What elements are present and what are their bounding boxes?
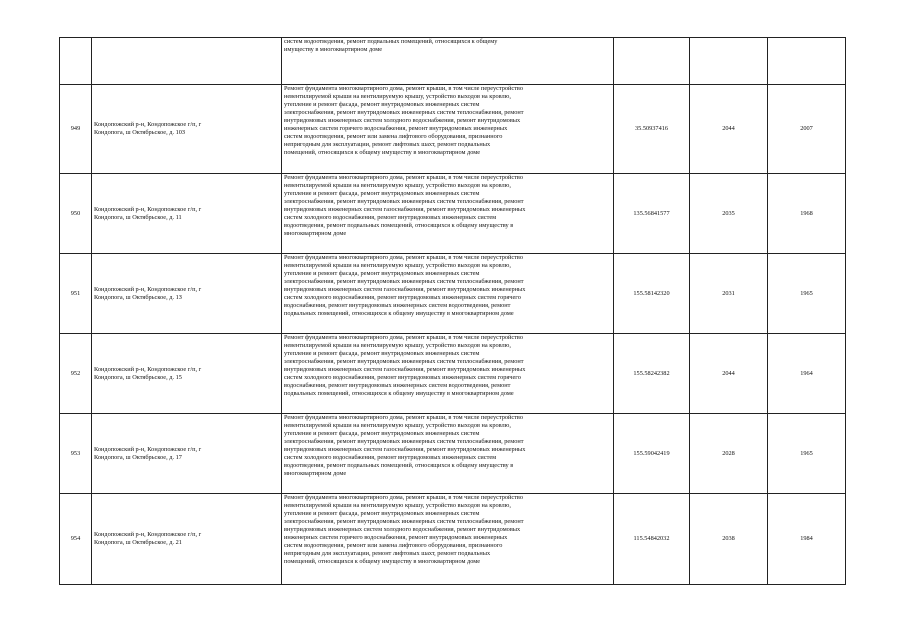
row-number: 954 bbox=[60, 494, 92, 585]
planned-year-cell: 2028 bbox=[690, 414, 768, 494]
address-cell: Кондопожский р-н, Кондопожское г/п, г Кондопога, ш Октябрьское, д. 21 bbox=[92, 494, 282, 585]
cost-cell: 135.56841577 bbox=[614, 174, 690, 254]
cost-cell: 155.59042419 bbox=[614, 414, 690, 494]
row-number: 953 bbox=[60, 414, 92, 494]
works-cell: систем водоотведения, ремонт подвальных помещений, относящихся к общему имуществу в многоквартирном доме bbox=[282, 38, 614, 85]
row-number: 952 bbox=[60, 334, 92, 414]
address-cell: Кондопожский р-н, Кондопожское г/п, г Кондопога, ш Октябрьское, д. 11 bbox=[92, 174, 282, 254]
works-cell: Ремонт фундамента многоквартирного дома, ремонт крыши, в том числе переустройство невентилируемой крыши на вентилируемую крышу, устройство выходов на кровлю, утепление и ремонт фасада, ремонт внутридомовых инженерных систем электроснабжения, ремонт внутридомовых инженерных систем теплоснабжения, ремонт внутридомовых инженерных систем холодного водоснабжения, ремонт внутридомовых инженерных систем горячего водоснабжения, ремонт внутридомовых инженерных систем водоотведения, ремонт или замена лифтового оборудования, признанного непригодным для эксплуатации, ремонт лифтовых шахт, ремонт подвальных помещений, относящихся к общему имуществу в многоквартирном доме bbox=[282, 85, 614, 174]
built-year-cell: 1965 bbox=[768, 254, 846, 334]
table-row bbox=[60, 85, 846, 174]
document-table bbox=[59, 37, 846, 585]
planned-year-cell: 2044 bbox=[690, 85, 768, 174]
row-number: 951 bbox=[60, 254, 92, 334]
table-row bbox=[60, 494, 846, 585]
address-cell bbox=[92, 38, 282, 85]
built-year-cell bbox=[768, 38, 846, 85]
row-number: 950 bbox=[60, 174, 92, 254]
works-cell: Ремонт фундамента многоквартирного дома, ремонт крыши, в том числе переустройство невентилируемой крыши на вентилируемую крышу, устройство выходов на кровлю, утепление и ремонт фасада, ремонт внутридомовых инженерных систем электроснабжения, ремонт внутридомовых инженерных систем теплоснабжения, ремонт внутридомовых инженерных систем газоснабжения, ремонт внутридомовых инженерных систем холодного водоснабжения, ремонт внутридомовых инженерных систем горячего водоснабжения, ремонт внутридомовых инженерных систем водоотведения, ремонт подвальных помещений, относящихся к общему имуществу в многоквартирном доме bbox=[282, 334, 614, 414]
cost-cell: 155.58242382 bbox=[614, 334, 690, 414]
table-row bbox=[60, 254, 846, 334]
works-cell: Ремонт фундамента многоквартирного дома, ремонт крыши, в том числе переустройство невентилируемой крыши на вентилируемую крышу, устройство выходов на кровлю, утепление и ремонт фасада, ремонт внутридомовых инженерных систем электроснабжения, ремонт внутридомовых инженерных систем теплоснабжения, ремонт внутридомовых инженерных систем газоснабжения, ремонт внутридомовых инженерных систем холодного водоснабжения, ремонт внутридомовых инженерных систем горячего водоснабжения, ремонт внутридомовых инженерных систем водоотведения, ремонт подвальных помещений, относящихся к общему имуществу в многоквартирном доме bbox=[282, 254, 614, 334]
works-cell: Ремонт фундамента многоквартирного дома, ремонт крыши, в том числе переустройство невентилируемой крыши на вентилируемую крышу, устройство выходов на кровлю, утепление и ремонт фасада, ремонт внутридомовых инженерных систем электроснабжения, ремонт внутридомовых инженерных систем теплоснабжения, ремонт внутридомовых инженерных систем холодного водоснабжения, ремонт внутридомовых инженерных систем горячего водоснабжения, ремонт внутридомовых инженерных систем водоотведения, ремонт или замена лифтового оборудования, признанного непригодным для эксплуатации, ремонт лифтовых шахт, ремонт подвальных помещений, относящихся к общему имуществу в многоквартирном доме bbox=[282, 494, 614, 585]
planned-year-cell bbox=[690, 38, 768, 85]
works-cell: Ремонт фундамента многоквартирного дома, ремонт крыши, в том числе переустройство невентилируемой крыши на вентилируемую крышу, устройство выходов на кровлю, утепление и ремонт фасада, ремонт внутридомовых инженерных систем электроснабжения, ремонт внутридомовых инженерных систем теплоснабжения, ремонт внутридомовых инженерных систем газоснабжения, ремонт внутридомовых инженерных систем холодного водоснабжения, ремонт внутридомовых инженерных систем водоотведения, ремонт подвальных помещений, относящихся к общему имуществу в многоквартирном доме bbox=[282, 174, 614, 254]
cost-cell bbox=[614, 38, 690, 85]
built-year-cell: 1984 bbox=[768, 494, 846, 585]
table-row bbox=[60, 38, 846, 85]
address-cell: Кондопожский р-н, Кондопожское г/п, г Кондопога, ш Октябрьское, д. 15 bbox=[92, 334, 282, 414]
planned-year-cell: 2044 bbox=[690, 334, 768, 414]
built-year-cell: 1965 bbox=[768, 414, 846, 494]
table-row bbox=[60, 174, 846, 254]
cost-cell: 115.54842032 bbox=[614, 494, 690, 585]
cost-cell: 35.50937416 bbox=[614, 85, 690, 174]
built-year-cell: 2007 bbox=[768, 85, 846, 174]
address-cell: Кондопожский р-н, Кондопожское г/п, г Кондопога, ш Октябрьское, д. 10З bbox=[92, 85, 282, 174]
row-number bbox=[60, 38, 92, 85]
works-cell: Ремонт фундамента многоквартирного дома, ремонт крыши, в том числе переустройство невентилируемой крыши на вентилируемую крышу, устройство выходов на кровлю, утепление и ремонт фасада, ремонт внутридомовых инженерных систем электроснабжения, ремонт внутридомовых инженерных систем теплоснабжения, ремонт внутридомовых инженерных систем газоснабжения, ремонт внутридомовых инженерных систем холодного водоснабжения, ремонт внутридомовых инженерных систем водоотведения, ремонт подвальных помещений, относящихся к общему имуществу в многоквартирном доме bbox=[282, 414, 614, 494]
table-row bbox=[60, 414, 846, 494]
table-row bbox=[60, 334, 846, 414]
planned-year-cell: 2038 bbox=[690, 494, 768, 585]
cost-cell: 155.58142320 bbox=[614, 254, 690, 334]
planned-year-cell: 2035 bbox=[690, 174, 768, 254]
built-year-cell: 1968 bbox=[768, 174, 846, 254]
row-number: 949 bbox=[60, 85, 92, 174]
address-cell: Кондопожский р-н, Кондопожское г/п, г Кондопога, ш Октябрьское, д. 17 bbox=[92, 414, 282, 494]
planned-year-cell: 2031 bbox=[690, 254, 768, 334]
address-cell: Кондопожский р-н, Кондопожское г/п, г Кондопога, ш Октябрьское, д. 1З bbox=[92, 254, 282, 334]
built-year-cell: 1964 bbox=[768, 334, 846, 414]
